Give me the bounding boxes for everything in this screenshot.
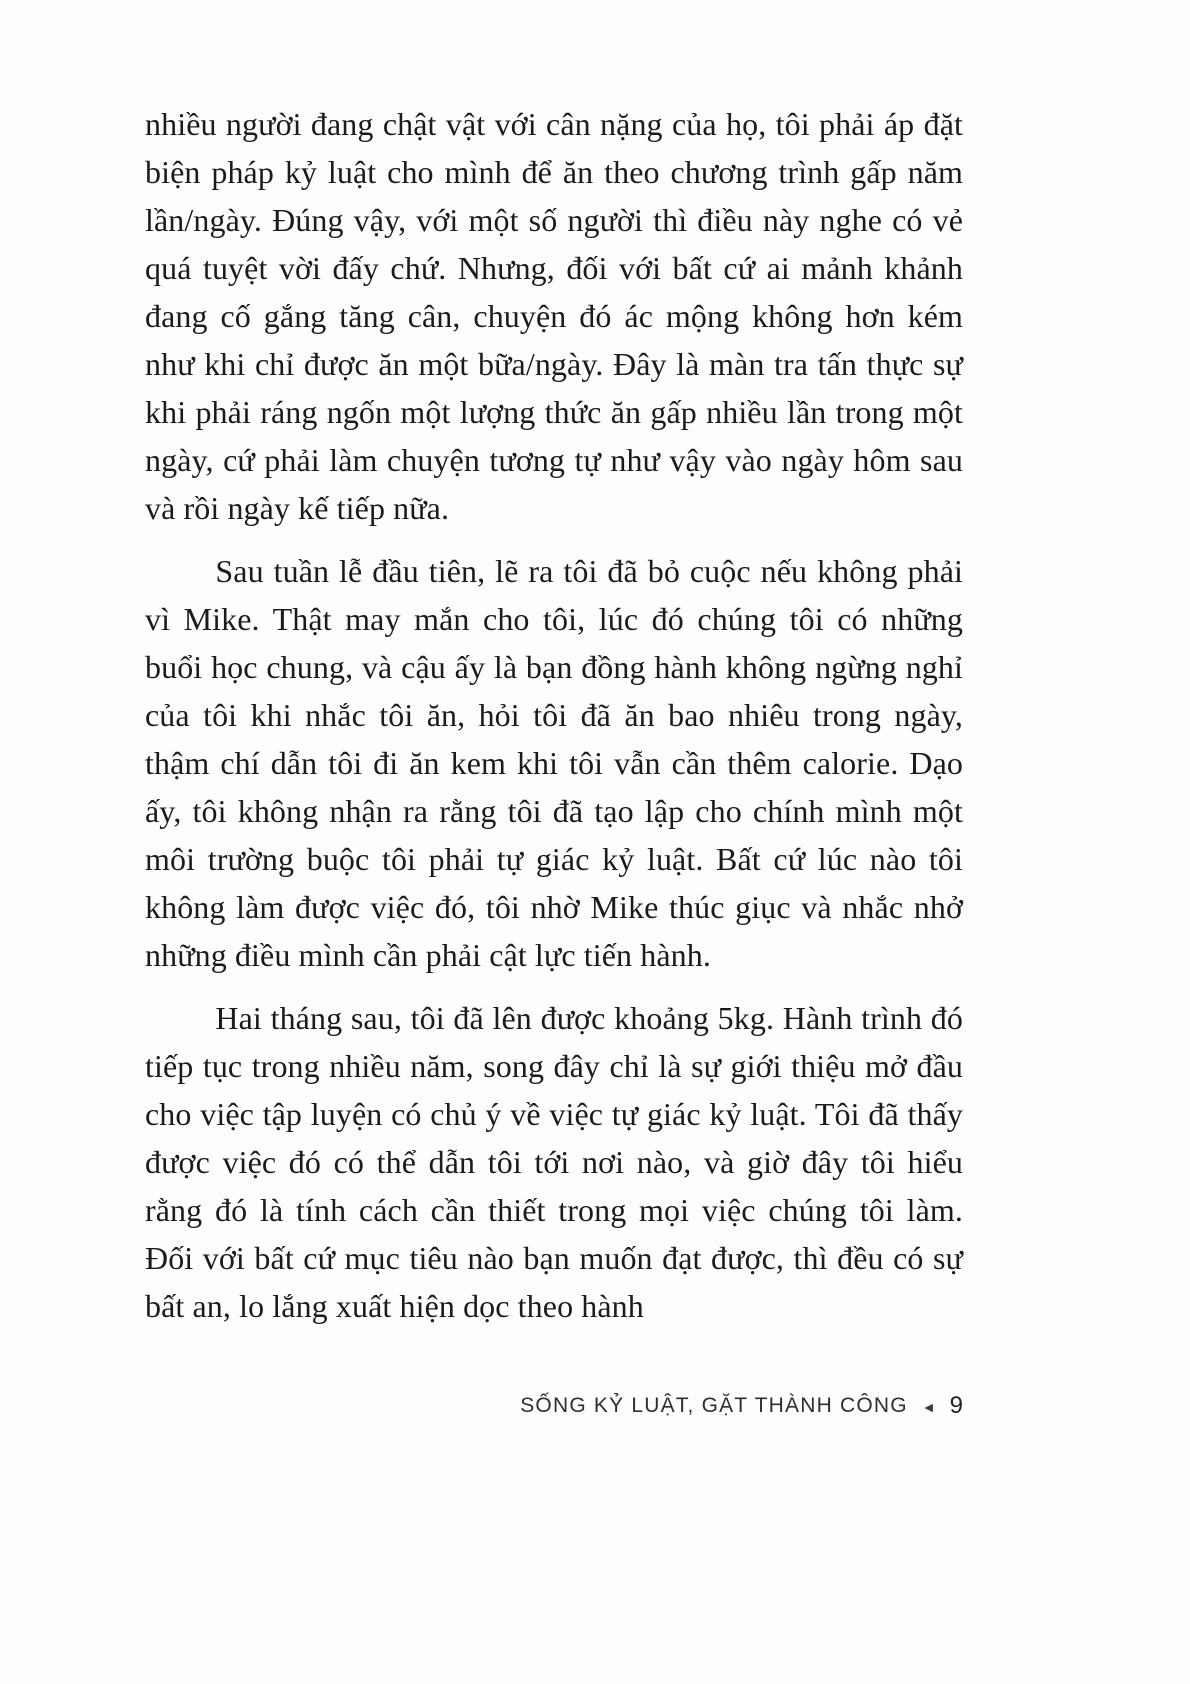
running-title: SỐNG KỶ LUẬT, GẶT THÀNH CÔNG	[520, 1394, 908, 1417]
paragraph-1: nhiều người đang chật vật với cân nặng của họ, tôi phải áp đặt biện pháp kỷ luật cho mình để ăn theo chương trình gấp năm lần/ngày. Đúng vậy, với một số người thì điều này nghe có vẻ quá tuyệt vời đấy chứ. Nhưng, đối với bất cứ ai mảnh khảnh đang cố gắng tăng cân, chuyện đó ác mộng không hơn kém như khi chỉ được ăn một bữa/ngày. Đây là màn tra tấn thực sự khi phải ráng ngốn một lượng thức ăn gấp nhiều lần trong một ngày, cứ phải làm chuyện tương tự như vậy vào ngày hôm sau và rồi ngày kế tiếp nữa.	[145, 106, 963, 526]
paragraph-3: Hai tháng sau, tôi đã lên được khoảng 5kg. Hành trình đó tiếp tục trong nhiều năm, song đây chỉ là sự giới thiệu mở đầu cho việc tập luyện có chủ ý về việc tự giác kỷ luật. Tôi đã thấy được việc đó có thể dẫn tôi tới nơi nào, và giờ đây tôi hiểu rằng đó là tính cách cần thiết trong mọi việc chúng tôi làm. Đối với bất cứ mục tiêu nào bạn muốn đạt được, thì đều có sự bất an, lo lắng xuất hiện dọc theo hành	[145, 1000, 963, 1324]
left-triangle-icon: ◄	[921, 1399, 936, 1415]
book-page	[145, 100, 963, 1420]
page-footer	[145, 1392, 963, 1420]
paragraph-2: Sau tuần lễ đầu tiên, lẽ ra tôi đã bỏ cuộc nếu không phải vì Mike. Thật may mắn cho tôi, lúc đó chúng tôi có những buổi học chung, và cậu ấy là bạn đồng hành không ngừng nghỉ của tôi khi nhắc tôi ăn, hỏi tôi đã ăn bao nhiêu trong ngày, thậm chí dẫn tôi đi ăn kem khi tôi vẫn cần thêm calorie. Dạo ấy, tôi không nhận ra rằng tôi đã tạo lập cho chính mình một môi trường buộc tôi phải tự giác kỷ luật. Bất cứ lúc nào tôi không làm được việc đó, tôi nhờ Mike thúc giục và nhắc nhở những điều mình cần phải cật lực tiến hành.	[145, 553, 963, 973]
page-body-text	[145, 100, 963, 1330]
page-number: 9	[949, 1392, 963, 1419]
